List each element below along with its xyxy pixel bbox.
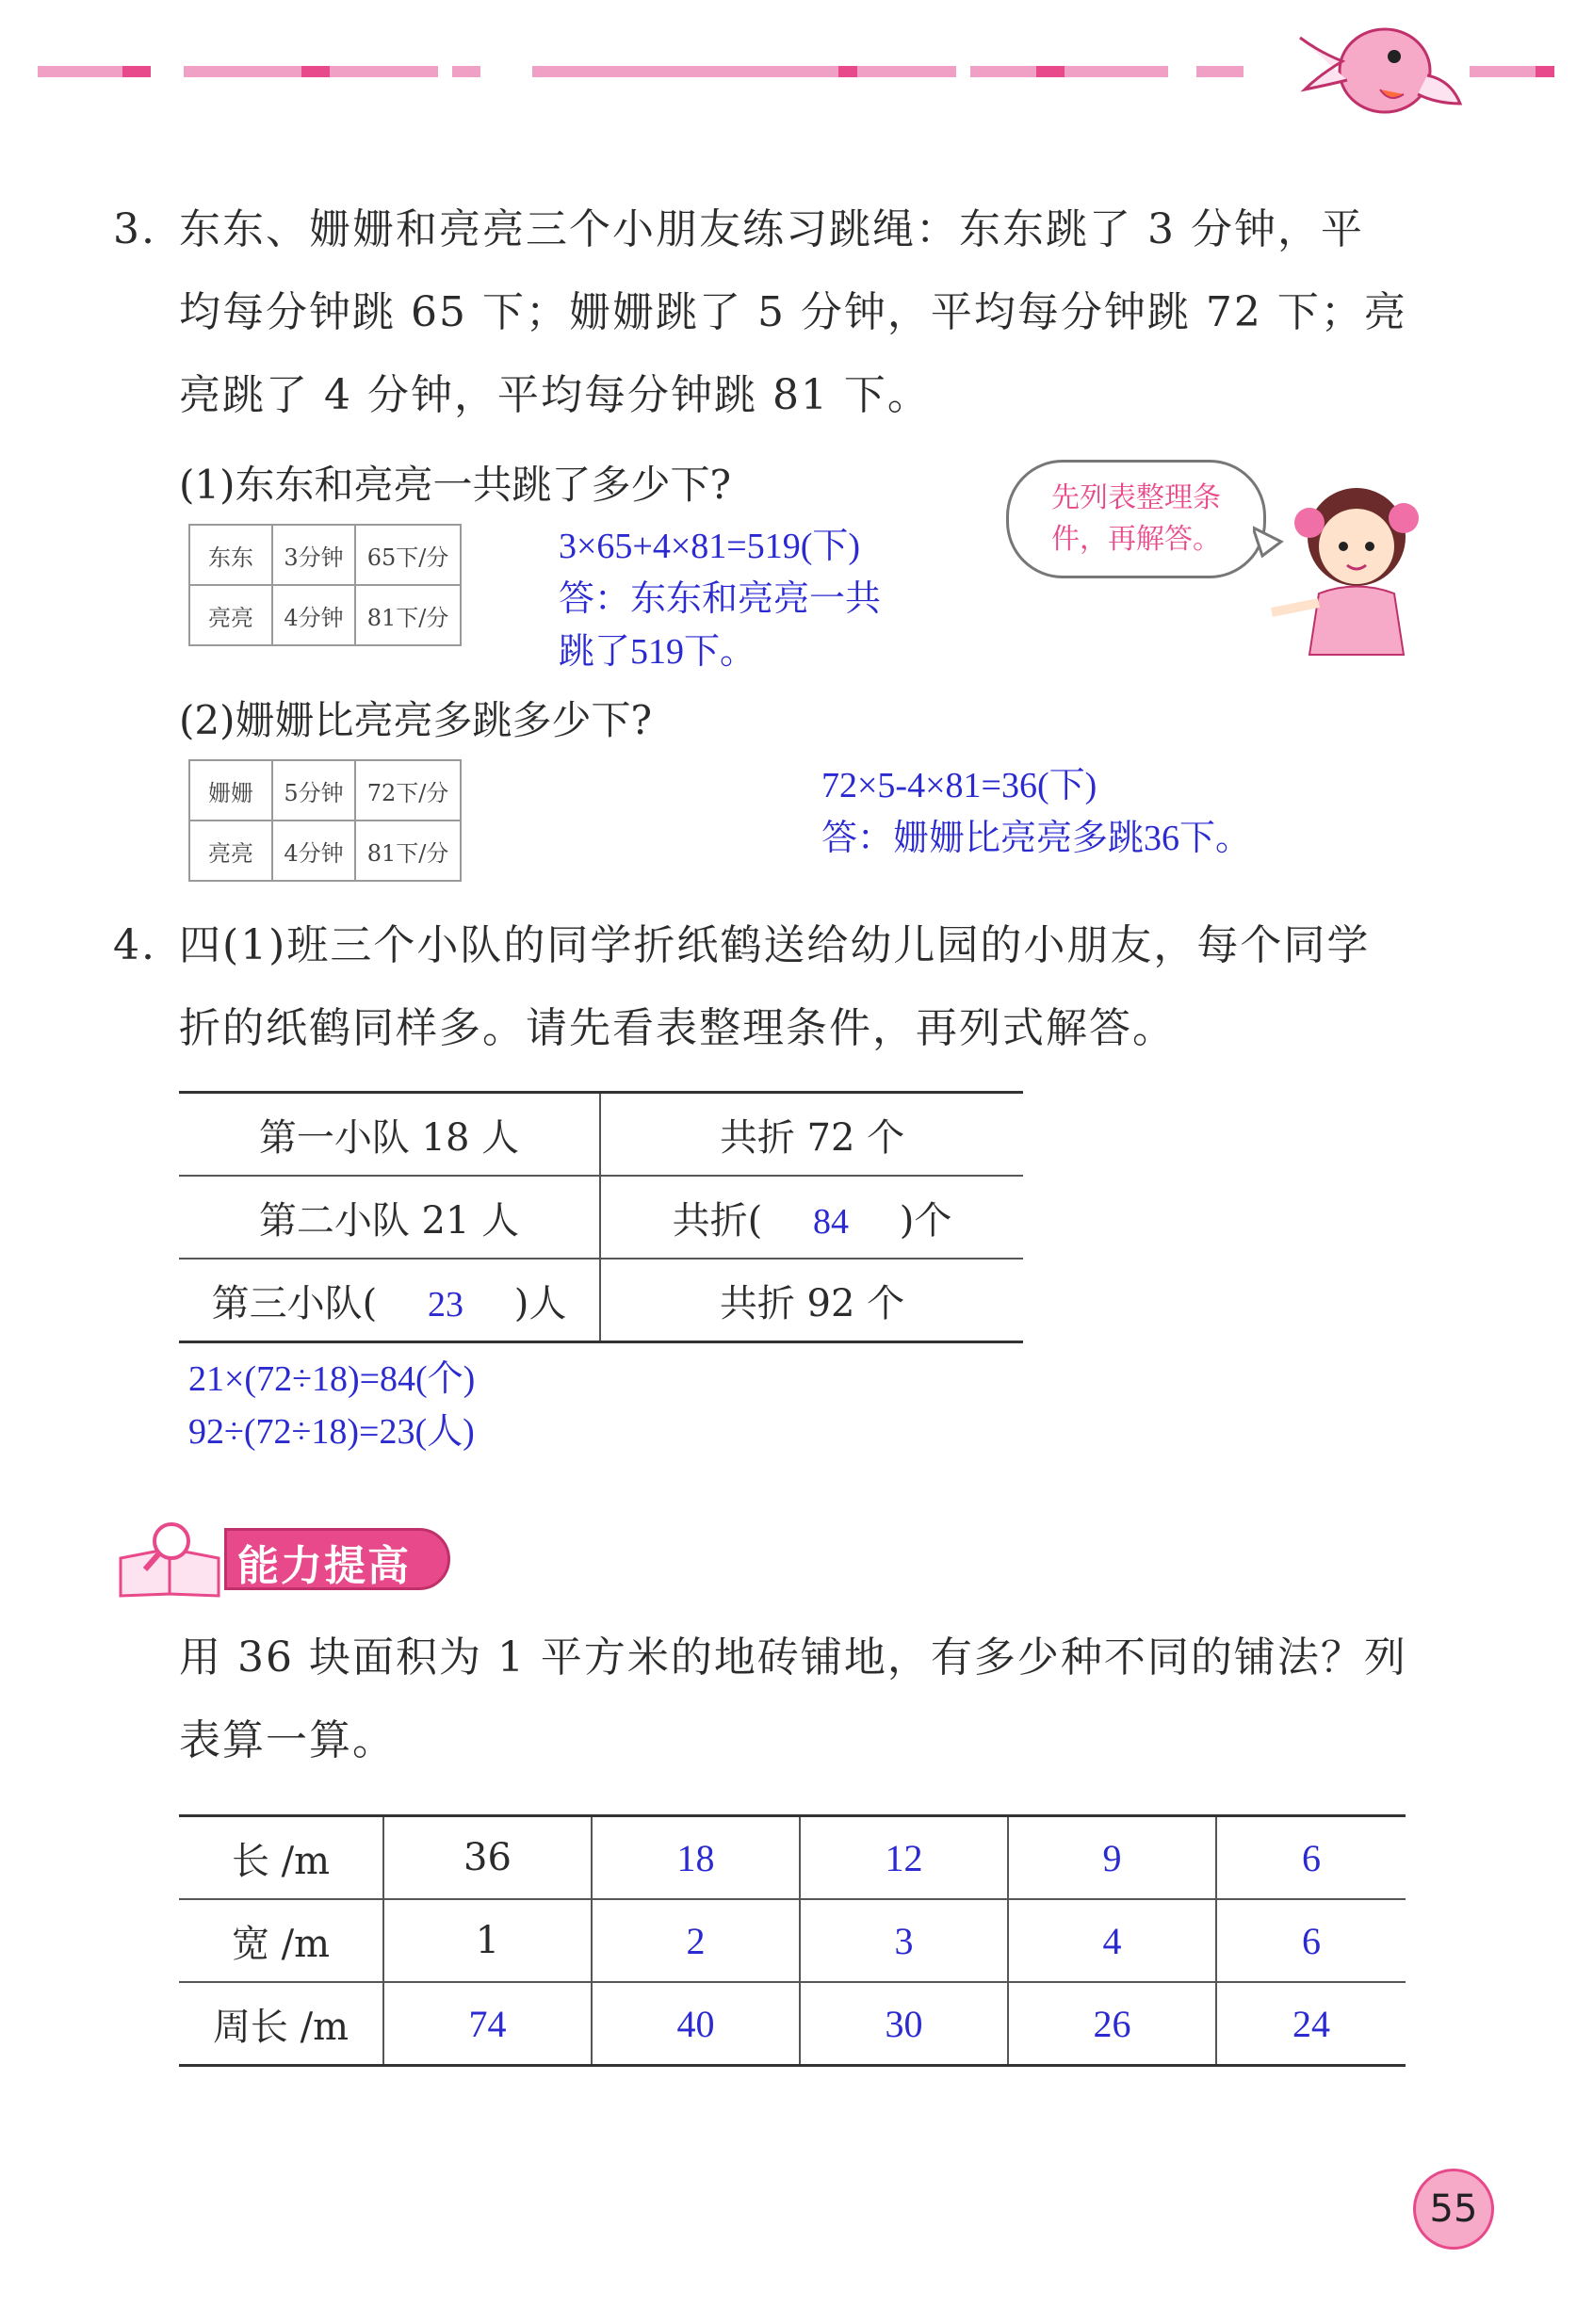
q4-work <box>188 1353 475 1458</box>
cell-suffix: )人 <box>513 1281 567 1325</box>
q3-sub2-question: (2)姗姗比亮亮多跳多少下? <box>179 697 653 743</box>
table-cell: 72下/分 <box>355 760 461 821</box>
q3-line-1: 东东、姗姗和亮亮三个小朋友练习跳绳：东东跳了 3 分钟，平 <box>179 205 1364 253</box>
fill-answer: 12 <box>800 1816 1008 1900</box>
bird-icon <box>1300 29 1460 112</box>
table-cell: 东东 <box>189 525 272 585</box>
table-cell: 81下/分 <box>355 821 461 881</box>
q3-number: 3. <box>113 205 156 253</box>
table-cell: 3分钟 <box>272 525 355 585</box>
fill-answer: 6 <box>1216 1816 1406 1900</box>
fill-answer: 24 <box>1216 1982 1406 2066</box>
table-cell <box>600 1176 1023 1259</box>
q3-sub2-answer <box>821 759 1251 865</box>
tip-line: 件，再解答。 <box>1051 523 1221 556</box>
q4-line-2: 折的纸鹤同样多。请先看表整理条件，再列式解答。 <box>179 1004 1176 1052</box>
fill-answer: 84 <box>813 1201 849 1242</box>
fill-answer: 3 <box>800 1899 1008 1982</box>
table-cell <box>179 1259 600 1342</box>
table-cell: 5分钟 <box>272 760 355 821</box>
table-cell: 亮亮 <box>189 821 272 881</box>
cell-prefix: 第三小队( <box>211 1281 378 1325</box>
table-cell: 4分钟 <box>272 821 355 881</box>
q5-table <box>179 1814 1406 2067</box>
tip-bubble <box>1006 460 1266 578</box>
table-cell: 1 <box>383 1899 592 1982</box>
row-header: 宽 /m <box>179 1899 383 1982</box>
table-cell: 第二小队 21 人 <box>179 1176 600 1259</box>
tip-line: 先列表整理条 <box>1051 481 1221 514</box>
table-cell: 第一小队 18 人 <box>179 1093 600 1177</box>
q5-line-2: 表算一算。 <box>179 1716 396 1764</box>
fill-answer: 30 <box>800 1982 1008 2066</box>
q3-sub1-answer <box>559 520 881 678</box>
fill-answer: 6 <box>1216 1899 1406 1982</box>
row-header: 长 /m <box>179 1816 383 1900</box>
fill-answer: 9 <box>1008 1816 1216 1900</box>
fill-answer: 2 <box>592 1899 800 1982</box>
work-line: 21×(72÷18)=84(个) <box>188 1359 476 1399</box>
page-number-badge <box>1413 2169 1494 2250</box>
cell-prefix: 共折( <box>672 1198 763 1243</box>
fill-answer: 40 <box>592 1982 800 2066</box>
header-decoration <box>0 0 1593 160</box>
answer-line: 答：东东和亮亮一共 <box>559 579 882 619</box>
girl-icon <box>1253 471 1451 659</box>
q3-sub1-table <box>188 524 462 646</box>
answer-line: 跳了519下。 <box>559 632 756 672</box>
fill-answer: 26 <box>1008 1982 1216 2066</box>
row-header: 周长 /m <box>179 1982 383 2066</box>
answer-line: 3×65+4×81=519(下) <box>559 527 861 566</box>
fill-answer: 74 <box>383 1982 592 2066</box>
table-cell: 4分钟 <box>272 585 355 645</box>
table-cell: 36 <box>383 1816 592 1900</box>
table-cell: 姗姗 <box>189 760 272 821</box>
fill-answer: 18 <box>592 1816 800 1900</box>
section-title: 能力提高 <box>237 1542 411 1590</box>
q4-line-1: 四(1)班三个小队的同学折纸鹤送给幼儿园的小朋友，每个同学 <box>179 921 1371 969</box>
answer-line: 答：姗姗比亮亮多跳36下。 <box>821 819 1252 858</box>
fill-answer: 23 <box>428 1284 463 1325</box>
section-header <box>113 1520 452 1598</box>
q4-number: 4. <box>113 921 156 969</box>
work-line: 92÷(72÷18)=23(人) <box>188 1412 475 1452</box>
q3-sub2-table <box>188 759 462 882</box>
table-cell: 共折 72 个 <box>600 1093 1023 1177</box>
q3-line-3: 亮跳了 4 分钟，平均每分钟跳 81 下。 <box>179 371 931 419</box>
q5-line-1: 用 36 块面积为 1 平方米的地砖铺地，有多少种不同的铺法？列 <box>179 1633 1407 1682</box>
q3-sub1-question: (1)东东和亮亮一共跳了多少下? <box>179 462 732 508</box>
q4-table <box>179 1091 1023 1343</box>
table-cell: 65下/分 <box>355 525 461 585</box>
table-cell: 亮亮 <box>189 585 272 645</box>
cell-suffix: )个 <box>899 1198 952 1243</box>
page-number: 55 <box>1429 2187 1478 2231</box>
answer-line: 72×5-4×81=36(下) <box>821 766 1097 805</box>
q3-line-2: 均每分钟跳 65 下；姗姗跳了 5 分钟，平均每分钟跳 72 下；亮 <box>179 288 1407 336</box>
table-cell: 81下/分 <box>355 585 461 645</box>
table-cell: 共折 92 个 <box>600 1259 1023 1342</box>
fill-answer: 4 <box>1008 1899 1216 1982</box>
